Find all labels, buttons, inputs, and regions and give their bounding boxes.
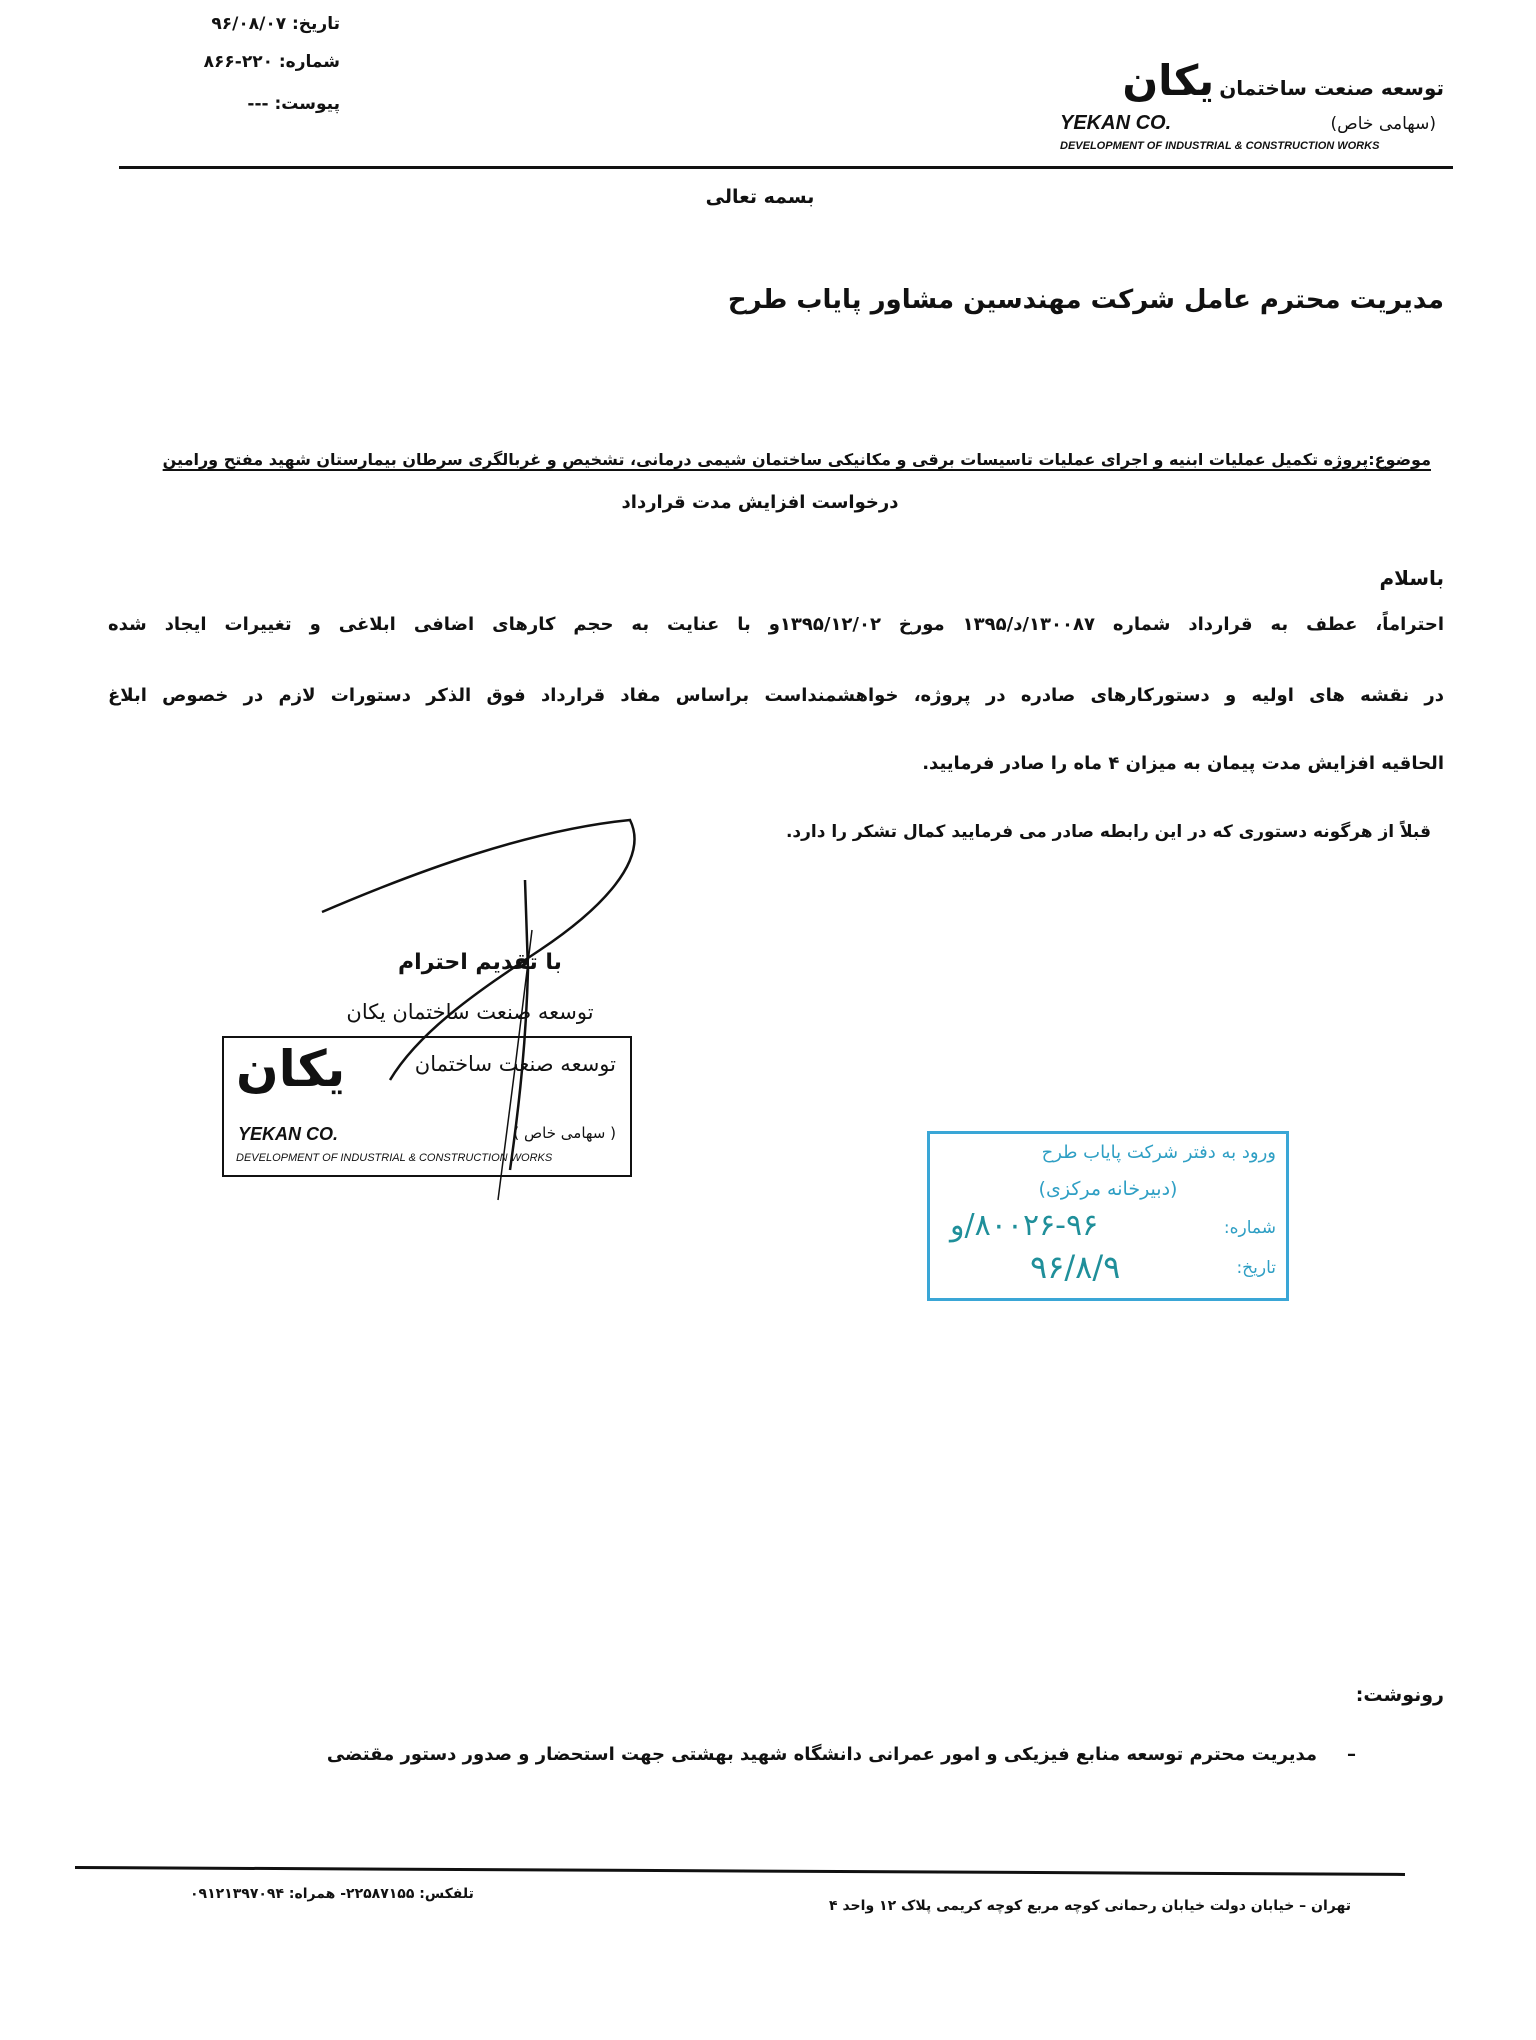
- receipt-number-value: ۸۰۰۲۶-۹۶/و: [950, 1208, 1099, 1243]
- seal-fa-name: توسعه صنعت ساختمان: [414, 1052, 616, 1076]
- letter-attachment: [120, 94, 340, 114]
- subject-line-2: درخواست افزایش مدت قرارداد: [621, 492, 899, 513]
- addressee: مدیریت محترم عامل شرکت مهندسین مشاور پایاب طرح: [727, 285, 1444, 315]
- receipt-stamp-subtitle: (دبیرخانه مرکزی): [1038, 1178, 1178, 1200]
- cc-item-text: مدیریت محترم توسعه منابع فیزیکی و امور عمرانی دانشگاه شهید بهشتی جهت استحضار و صدور دستور مقتضی: [326, 1744, 1317, 1765]
- signature: [300, 800, 660, 1220]
- receipt-date-label: تاریخ:: [1236, 1258, 1276, 1278]
- sign-regards: با تقدیم احترام: [398, 950, 562, 975]
- company-logo: [1054, 48, 1444, 160]
- body-line: احتراماً، عطف به قرارداد شماره ۱۳۰۰۸۷/د/۱۳۹۵ مورخ ۱۳۹۵/۱۲/۰۲و با عنایت به حجم کارهای اضافی ابلاغی و تغییرات ایجاد شده: [108, 614, 1444, 635]
- attachment-label: پیوست:: [274, 94, 340, 114]
- date-label: تاریخ:: [292, 14, 340, 34]
- footer-contact: تلفکس: ۲۲۵۸۷۱۵۵- همراه: ۰۹۱۲۱۳۹۷۰۹۴: [190, 1886, 474, 1902]
- receipt-stamp-title: ورود به دفتر شرکت پایاب طرح: [1041, 1142, 1276, 1163]
- sign-company: توسعه صنعت ساختمان یکان: [346, 1000, 594, 1024]
- footer-divider: [75, 1866, 1405, 1876]
- invocation: بسمه تعالی: [705, 186, 815, 208]
- header-divider: [119, 166, 1453, 169]
- seal-fa-brand: یکان: [236, 1040, 346, 1098]
- footer-address: تهران – خیابان دولت خیابان رحمانی کوچه مربع کوچه کریمی پلاک ۱۲ واحد ۴: [829, 1898, 1351, 1914]
- seal-en-name: YEKAN CO.: [238, 1124, 339, 1144]
- logo-en-name: YEKAN CO.: [1060, 112, 1172, 134]
- closing-line: قبلاً از هرگونه دستوری که در این رابطه صادر می فرمایید کمال تشکر را دارد.: [785, 822, 1431, 842]
- receipt-date-value: ۹۶/۸/۹: [1030, 1248, 1121, 1286]
- body-line: در نقشه های اولیه و دستورکارهای صادره در پروژه، خواهشمنداست براساس مفاد قرارداد فوق الذکر دستورات لازم در خصوص ابلاغ: [108, 685, 1444, 706]
- letter-date: [120, 14, 340, 34]
- seal-en-tagline: DEVELOPMENT OF INDUSTRIAL & CONSTRUCTION WORKS: [236, 1152, 553, 1164]
- letter-number: [120, 52, 340, 72]
- cc-bullet: –: [1347, 1744, 1356, 1765]
- number-label: شماره:: [278, 52, 340, 72]
- logo-fa-brand: یکان: [1122, 56, 1215, 105]
- body-line: الحاقیه افزایش مدت پیمان به میزان ۴ ماه را صادر فرمایید.: [922, 753, 1444, 774]
- cc-label: رونوشت:: [1355, 1684, 1444, 1706]
- attachment-value: ---: [247, 94, 269, 114]
- number-value: ۲۲۰-۸۶۶: [203, 52, 273, 72]
- logo-fa-type: (سهامی خاص): [1330, 114, 1436, 134]
- receipt-number-label: شماره:: [1223, 1218, 1276, 1238]
- logo-en-tagline: DEVELOPMENT OF INDUSTRIAL & CONSTRUCTION WORKS: [1060, 140, 1380, 152]
- receipt-stamp: [927, 1131, 1289, 1301]
- cc-item: [200, 1744, 1356, 1765]
- date-value: ۹۶/۰۸/۰۷: [211, 14, 287, 34]
- seal-fa-type: ( سهامی خاص ): [513, 1124, 616, 1142]
- greeting: باسلام: [1379, 566, 1444, 590]
- subject-line: موضوع:پروژه تکمیل عملیات ابنیه و اجرای عملیات تاسیسات برقی و مکانیکی ساختمان شیمی درمانی، تشخیص و غربالگری سرطان بیمارستان شهید مفتح ورامین: [162, 450, 1431, 469]
- logo-fa-name: توسعه صنعت ساختمان: [1219, 76, 1444, 100]
